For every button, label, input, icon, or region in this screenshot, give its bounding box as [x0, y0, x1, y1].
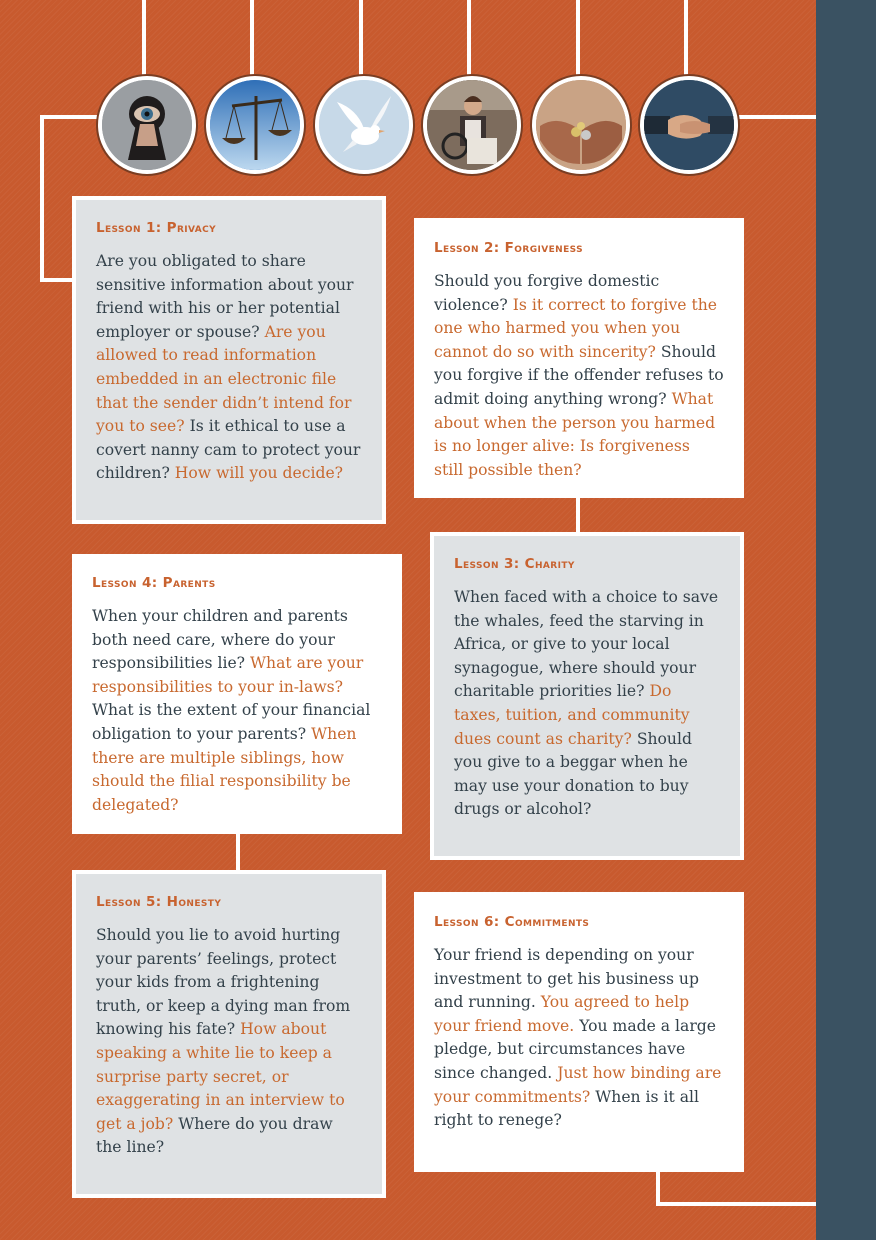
body-segment: When faced with a choice to save the whales, feed the starving in Africa, or give to your local synagogue, where should your charitable priorities lie? — [454, 588, 719, 701]
lesson-card-honesty — [72, 870, 386, 1198]
lesson-body — [434, 270, 724, 482]
body-segment-highlight: How will you decide? — [174, 464, 344, 483]
body-segment-highlight: Is it correct to forgive the one who harmed you when you cannot do so with sincerity? — [434, 295, 718, 361]
body-segment: You made a large pledge, but circumstances have since changed. — [434, 1016, 716, 1082]
lesson-body — [96, 250, 362, 486]
body-segment-highlight: How about speaking a white lie to keep a surprise party secret, or exaggerating in an interview to get a job? — [96, 1020, 345, 1133]
connector-top-4 — [467, 0, 471, 78]
body-segment-highlight: Do taxes, tuition, and community dues count as charity? — [454, 682, 690, 748]
body-segment: Your friend is depending on your investment to get his business up and running. — [434, 946, 699, 1012]
body-segment-highlight: What are your responsibilities to your in-laws? — [92, 654, 364, 696]
body-segment-highlight: Are you allowed to read information embedded in an electronic file that the sender didn’t intend for you to see? — [96, 322, 352, 436]
side-band — [816, 0, 876, 1240]
connector-4-5 — [236, 832, 240, 872]
hands-coins-icon — [536, 80, 626, 170]
lesson-body — [434, 944, 724, 1133]
body-segment: What is the extent of your financial obligation to your parents? — [92, 701, 371, 743]
connector-top-6 — [684, 0, 688, 78]
body-segment: Is it ethical to use a covert nanny cam to protect your children? — [96, 417, 361, 483]
lesson-card-commitments — [414, 892, 744, 1172]
lesson-title: Lesson 6: Commitments — [434, 914, 590, 930]
body-segment: Should you lie to avoid hurting your parents’ feelings, protect your kids from a frightening truth, or keep a dying man from knowing his fate? — [96, 926, 351, 1039]
lesson-body — [454, 586, 720, 822]
lesson-title: Lesson 1: Privacy — [96, 220, 217, 236]
lesson-image-commitments — [640, 76, 738, 174]
body-segment: Should you forgive if the offender refuses to admit doing anything wrong? — [434, 342, 724, 408]
connector-top-3 — [359, 0, 363, 78]
lesson-image-privacy — [98, 76, 196, 174]
body-segment-highlight: You agreed to help your friend move. — [434, 993, 690, 1035]
lesson-card-charity — [430, 532, 744, 860]
lesson-title: Lesson 5: Honesty — [96, 894, 222, 910]
connector-left-v — [40, 115, 44, 282]
body-segment: When is it all right to renege? — [434, 1087, 699, 1130]
body-segment: Should you give to a beggar when he may use your donation to buy drugs or alcohol? — [454, 729, 692, 819]
keyhole-eye-icon — [102, 80, 192, 170]
connector-left-h — [40, 115, 100, 119]
lesson-card-privacy — [72, 196, 386, 524]
connector-left-foot — [40, 278, 76, 282]
white-dove-icon — [319, 80, 409, 170]
body-segment: Should you forgive domestic violence? — [434, 272, 660, 314]
lesson-title: Lesson 3: Charity — [454, 556, 575, 572]
body-segment-highlight: Just how binding are your commitments? — [434, 1063, 722, 1106]
lesson-body — [92, 605, 382, 817]
lesson-image-forgiveness — [206, 76, 304, 174]
lesson-image-parents — [423, 76, 521, 174]
body-segment-highlight: What about when the person you harmed is no longer alive: Is forgiveness still possible then? — [434, 389, 716, 479]
lesson-body — [96, 924, 362, 1160]
body-segment: Where do you draw the line? — [96, 1114, 333, 1157]
connector-2-3 — [576, 496, 580, 536]
body-segment: Are you obligated to share sensitive information about your friend with his or her potential employer or spouse? — [96, 252, 354, 341]
connector-bottom-h — [656, 1202, 816, 1206]
lesson-image-honesty — [532, 76, 630, 174]
handshake-icon — [644, 80, 734, 170]
connector-top-2 — [250, 0, 254, 78]
lesson-card-forgiveness — [414, 218, 744, 498]
connector-top-5 — [576, 0, 580, 78]
body-segment: When your children and parents both need care, where do your responsibilities lie? — [92, 607, 348, 673]
lesson-title: Lesson 4: Parents — [92, 575, 216, 591]
caregiver-wheelchair-icon — [427, 80, 517, 170]
connector-right-h — [728, 115, 816, 119]
lesson-card-parents — [72, 554, 402, 834]
lesson-image-charity — [315, 76, 413, 174]
body-segment-highlight: When there are multiple siblings, how should the filial responsibility be delegated? — [92, 724, 357, 814]
scales-of-justice-icon — [210, 80, 300, 170]
connector-top-1 — [142, 0, 146, 78]
connector-bottom-v — [656, 1170, 660, 1206]
lesson-title: Lesson 2: Forgiveness — [434, 240, 583, 256]
